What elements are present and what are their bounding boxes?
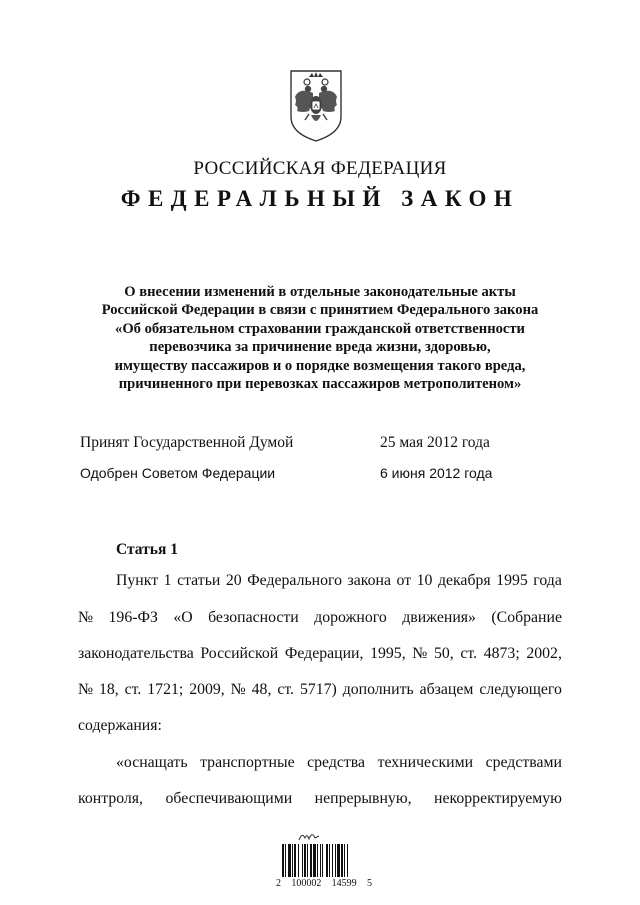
article-word: движения» <box>402 609 476 626</box>
article-line <box>78 717 562 735</box>
barcode-number <box>276 878 372 889</box>
article-word: «оснащать <box>116 754 188 771</box>
article-word: Российской <box>200 645 279 662</box>
adopted-by-duma-date: 25 мая 2012 года <box>380 434 490 451</box>
article-word: содержания: <box>78 717 162 734</box>
article-word: транспортные <box>200 754 295 771</box>
article-word: № <box>412 645 428 662</box>
article-word: «О <box>173 609 193 626</box>
barcode-icon <box>282 844 366 877</box>
approved-by-council-label: Одобрен Советом Федерации <box>80 465 276 481</box>
article-word: абзацем <box>419 681 474 698</box>
adopted-by-duma-label: Принят Государственной Думой <box>80 434 294 451</box>
barcode-digit-group: 14599 <box>331 878 357 889</box>
article-word: Федерального <box>247 572 342 589</box>
article-line <box>78 681 562 699</box>
article-word: 50, <box>434 645 454 662</box>
article-line <box>78 790 562 808</box>
signature-mark-icon <box>298 830 320 842</box>
article-word: 1721; <box>147 681 184 698</box>
article-word: статьи <box>177 572 221 589</box>
law-title-line: О внесении изменений в отдельные законодательные акты <box>124 284 516 300</box>
law-title-line: перевозчика за причинение вреда жизни, здоровью, <box>149 339 491 356</box>
article-word: закона <box>347 572 392 589</box>
barcode-digit-group: 2 <box>276 878 281 889</box>
law-title-line: «Об обязательном страховании гражданской ответственности <box>115 320 525 337</box>
article-word: ст. <box>277 681 295 698</box>
article-word: 2009, <box>189 681 225 698</box>
article-word: непрерывную, <box>314 790 412 807</box>
law-title-line: имуществу пассажиров и о порядке возмещения такого вреда, <box>114 357 526 374</box>
article-word: от <box>396 572 412 589</box>
article-word: дорожного <box>314 609 387 626</box>
article-line <box>78 645 562 663</box>
law-title-line: Российской Федерации в связи с принятием Федерального закона <box>101 302 539 319</box>
article-word: № <box>230 681 246 698</box>
article-word: Федерации, <box>284 645 364 662</box>
document-type-title: ФЕДЕРАЛЬНЫЙ ЗАКОН <box>120 186 520 211</box>
article-heading: Статья 1 <box>116 541 178 558</box>
barcode-block <box>276 830 372 890</box>
country-name: РОССИЙСКАЯ ФЕДЕРАЦИЯ <box>193 158 447 179</box>
article-word: ст. <box>124 681 142 698</box>
article-word: 1995, <box>370 645 406 662</box>
article-line <box>116 754 562 772</box>
article-word: 4873; <box>483 645 520 662</box>
article-line <box>78 609 562 627</box>
article-word: 10 <box>416 572 433 589</box>
article-word: 2002, <box>526 645 562 662</box>
article-word: № <box>78 609 94 626</box>
article-word: дополнить <box>342 681 414 698</box>
article-word: 1 <box>163 572 172 589</box>
article-word: декабря <box>437 572 491 589</box>
article-word: следующего <box>479 681 562 698</box>
article-word: ст. <box>460 645 478 662</box>
article-word: № <box>78 681 94 698</box>
barcode-digit-group: 100002 <box>291 878 322 889</box>
article-word: 48, <box>251 681 272 698</box>
barcode-digit-group: 5 <box>366 878 372 889</box>
coat-of-arms-icon <box>285 67 347 145</box>
article-word: некорректируемую <box>434 790 562 807</box>
article-word: года <box>533 572 562 589</box>
article-word: Пункт <box>116 572 159 589</box>
article-word: 20 <box>225 572 242 589</box>
law-title <box>60 283 580 393</box>
article-word: 196-ФЗ <box>108 609 158 626</box>
article-line <box>116 572 562 590</box>
article-word: безопасности <box>208 609 299 626</box>
article-word: техническими <box>377 754 474 771</box>
article-word: 1995 <box>496 572 528 589</box>
article-word: средствами <box>485 754 562 771</box>
law-title-line: причиненного при перевозках пассажиров метрополитеном» <box>118 376 522 393</box>
article-word: законодательства <box>78 645 194 662</box>
article-word: 18, <box>99 681 119 698</box>
article-word: (Собрание <box>491 609 562 626</box>
article-word: обеспечивающими <box>165 790 293 807</box>
article-word: 5717) <box>299 681 337 698</box>
article-word: контроля, <box>78 790 144 807</box>
approved-by-council-date: 6 июня 2012 года <box>380 465 493 481</box>
article-word: средства <box>307 754 366 771</box>
